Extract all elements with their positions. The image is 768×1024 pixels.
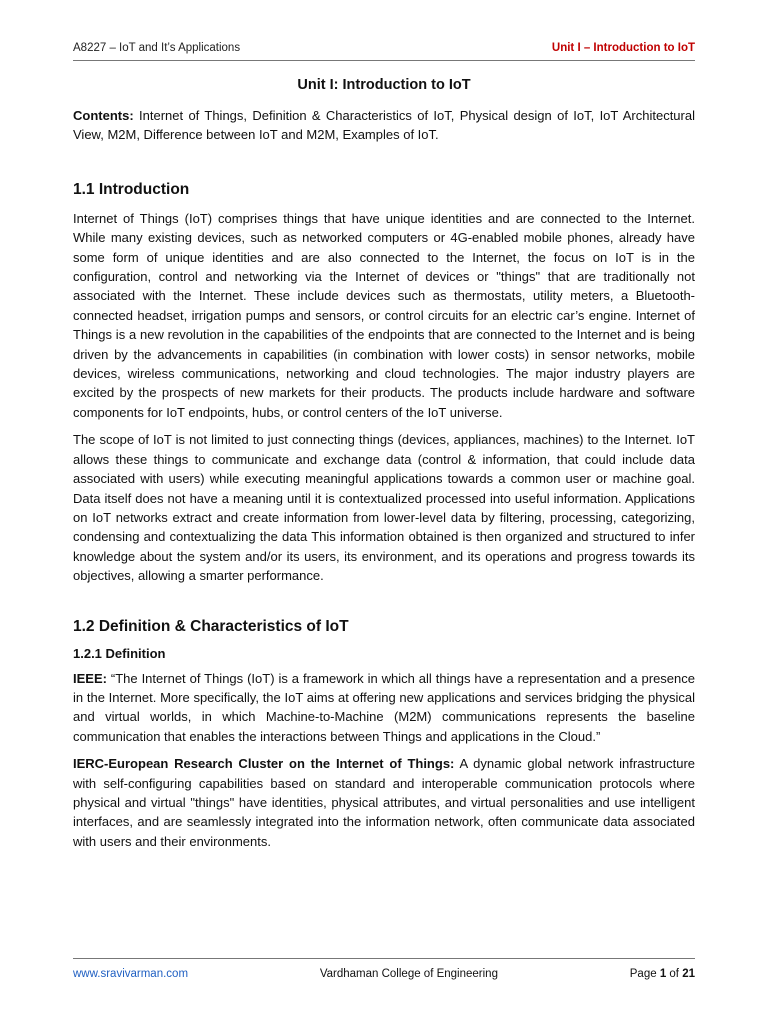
ieee-label: IEEE: [73,670,107,686]
section-heading-introduction: 1.1 Introduction [73,180,190,198]
subsection-heading-definition: 1.2.1 Definition [73,645,166,661]
intro-paragraph-2: The scope of IoT is not limited to just connecting things (devices, appliances, machines) to the Internet. IoT allows these things to communicate and exchange data (control & information, that could include data associated with users) while executing meaningful applications towards a common user or machine goal. Data itself does not have a meaning until it is contextualized processed into useful information. Applications on IoT networks extract and create information from lower-level data by filtering, processing, categorizing, condensing and contextualizing the data This information obtained is then organized and structured to infer knowledge about the system and/or its users, its environment, and its operations and progress towards its objectives, allowing a smarter performance. [73,432,695,584]
page-total: 21 [682,968,695,980]
document-body [73,77,695,859]
ieee-definition-text: “The Internet of Things (IoT) is a framework in which all things have a representation and a presence in the Internet. More specifically, the IoT aims at offering new applications and services bridging the physical and virtual worlds, in which Machine-to-Machine (M2M) communications represents the baseline communication that enables the interactions between Things and applications in the Cloud.” [73,670,695,744]
header-course-title: A8227 – IoT and It’s Applications [73,42,241,54]
page-mid: of [666,968,683,980]
page-header [73,42,695,54]
page-current: 1 [659,968,667,980]
footer-divider [73,958,695,959]
contents-paragraph [73,106,695,145]
page-number [630,968,695,980]
page-title: Unit I: Introduction to IoT [297,77,471,93]
ieee-definition-paragraph [73,669,695,747]
page-prefix: Page [629,968,660,980]
section-heading-definition-characteristics: 1.2 Definition & Characteristics of IoT [73,617,349,635]
ierc-definition-paragraph [73,754,695,851]
header-divider [73,60,695,61]
contents-text: Internet of Things, Definition & Characteristics of IoT, Physical design of IoT, IoT Architectural View, M2M, Difference between IoT and M2M, Examples of IoT. [73,108,695,143]
contents-label: Contents: [73,108,134,123]
header-unit-title: Unit I – Introduction to IoT [551,42,695,54]
page-footer [73,968,695,980]
college-name: Vardhaman College of Engineering [319,968,498,980]
ierc-label: IERC-European Research Cluster on the Internet of Things: [73,756,455,772]
website-link[interactable]: www.sravivarman.com [73,968,189,980]
ierc-definition-text: A dynamic global network infrastructure with self-configuring capabilities based on standard and interoperable communication protocols where physical and virtual "things" have identities, physical attributes, and virtual personalities and use intelligent interfaces, and are seamlessly integrated into the information network, often communicate data associated with users and their environments. [73,756,696,849]
intro-paragraph-1: Internet of Things (IoT) comprises things that have unique identities and are connected to the Internet. While many existing devices, such as networked computers or 4G-enabled mobile phones, already have some form of unique identities and are also connected to the Internet, the focus on IoT is in the configuration, control and networking via the Internet of devices or "things" that are traditionally not associated with the Internet. These include devices such as thermostats, utility meters, a Bluetooth-connected headset, irrigation pumps and sensors, or control circuits for an electric car’s engine. Internet of Things is a new revolution in the capabilities of the endpoints that are connected to the Internet and is being driven by the advancements in capabilities (in combination with lower costs) in sensor networks, mobile devices, wireless communications, networking and cloud technologies. The major industry players are excited by the prospects of new markets for their products. The products include hardware and software components for IoT endpoints, hubs, or control centers of the IoT universe. [73,210,695,420]
